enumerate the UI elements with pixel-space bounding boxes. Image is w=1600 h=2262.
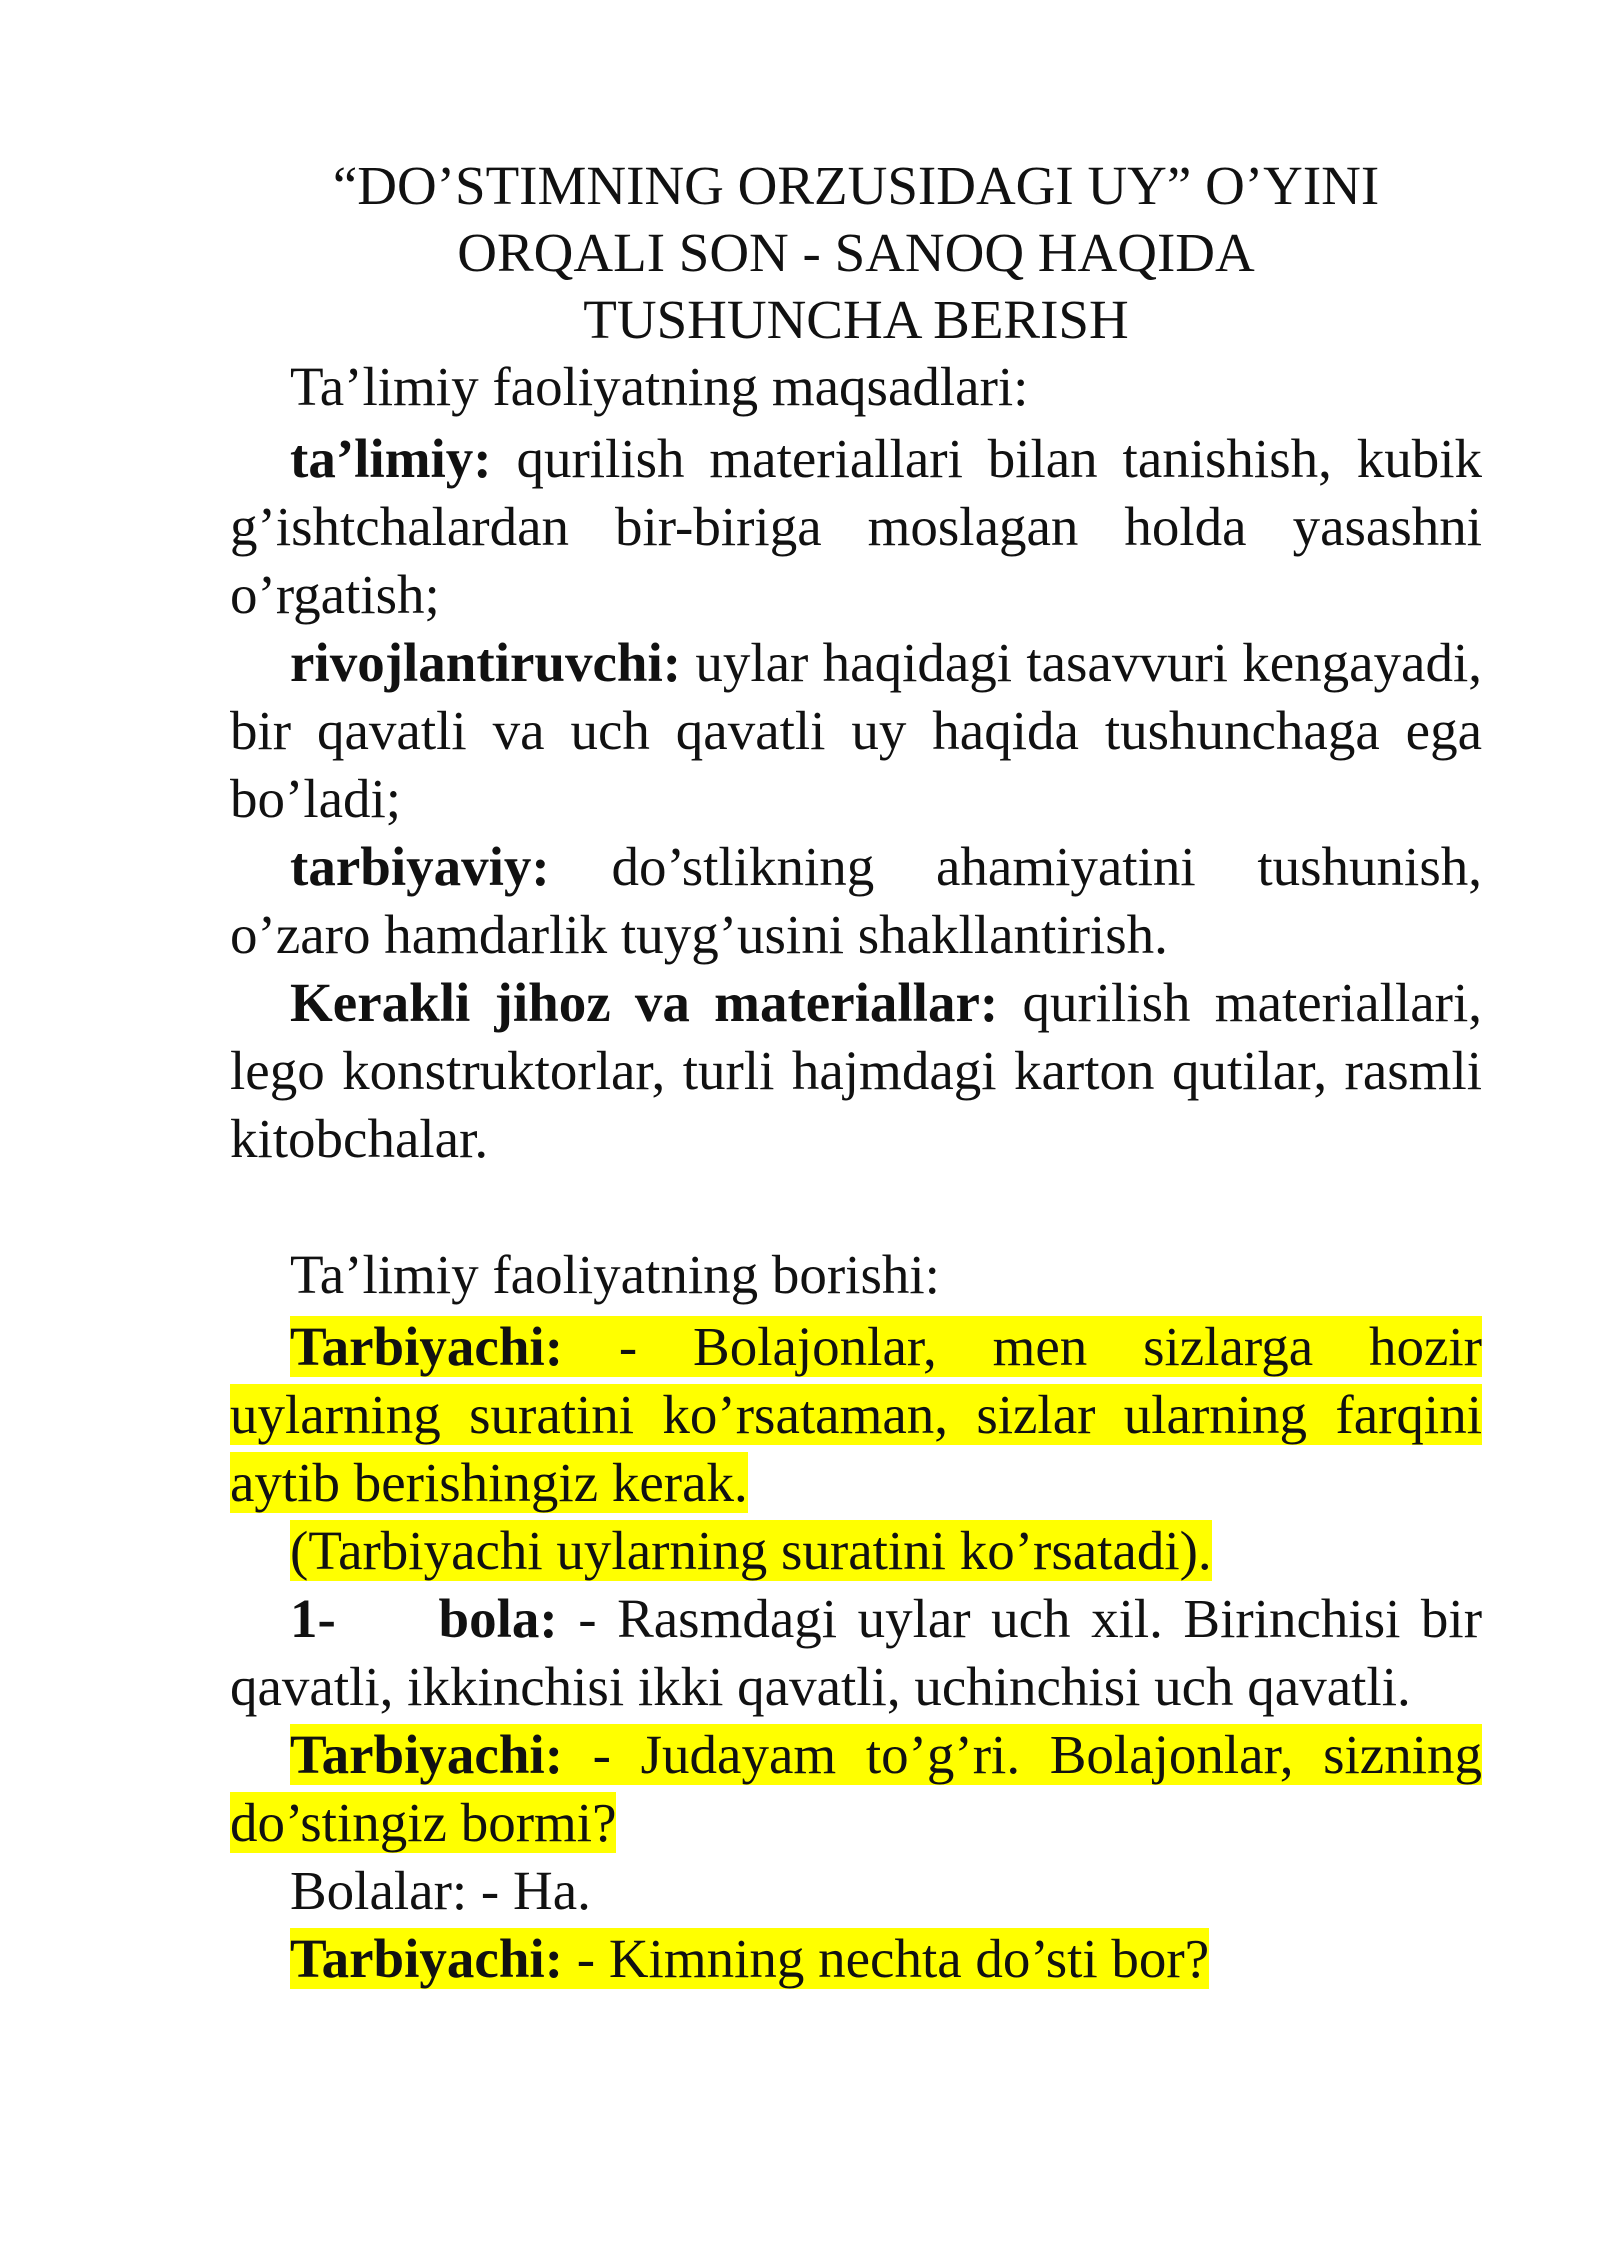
title-line-2: ORQALI SON - SANOQ HAQIDA	[457, 222, 1255, 283]
tarbiyachi-3-text: - Kimning nechta do’sti bor?	[563, 1928, 1210, 1989]
highlight-tarbiyachi-3	[290, 1928, 1209, 1989]
dialogue-note	[230, 1517, 1482, 1585]
blank-line	[230, 1173, 1482, 1241]
tarbiyachi-1-text: - Bolajonlar, men sizlarga hozir uylarning suratini ko’rsataman, sizlar ularning farqini aytib berishingiz kerak.	[230, 1316, 1482, 1513]
tarbiyachi-2-label: Tarbiyachi:	[290, 1724, 564, 1785]
dialogue-tarbiyachi-3	[230, 1925, 1482, 1993]
goal-tarbiy-text: do’stlikning ahamiyatini tushunish, o’zaro hamdarlik tuyg’usini shakllantirish.	[230, 836, 1482, 965]
dialogue-tarbiyachi-1	[230, 1313, 1482, 1517]
goal-talimiy-label: ta’limiy:	[290, 428, 492, 489]
materials-paragraph	[230, 969, 1482, 1173]
highlight-tarbiyachi-2	[230, 1724, 1482, 1853]
goal-rivojlantiruvchi	[230, 629, 1482, 833]
title-line-1: “DO’STIMNING ORZUSIDAGI UY” O’YINI	[332, 155, 1380, 216]
goal-talimiy-text: qurilish materiallari bilan tanishish, kubik g’ishtchalardan bir-biriga moslagan holda yasashni o’rgatish;	[230, 428, 1482, 625]
document-body	[230, 152, 1482, 1993]
dialogue-bola-1	[230, 1585, 1482, 1721]
materials-label: Kerakli jihoz va materiallar:	[290, 972, 999, 1033]
title-line-3: TUSHUNCHA BERISH	[583, 289, 1129, 350]
goal-rivoj-text: uylar haqidagi tasavvuri kengayadi, bir qavatli va uch qavatli uy haqida tushunchaga ega bo’ladi;	[230, 632, 1482, 829]
goal-rivoj-label: rivojlantiruvchi:	[290, 632, 682, 693]
goal-talimiy	[230, 425, 1482, 629]
dialogue-tarbiyachi-2	[230, 1721, 1482, 1857]
materials-text: qurilish materiallari, lego konstruktorlar, turli hajmdagi karton qutilar, rasmli kitobchalar.	[230, 972, 1482, 1169]
bola-1-text: - Rasmdagi uylar uch xil. Birinchisi bir qavatli, ikkinchisi ikki qavatli, uchinchisi uch qavatli.	[230, 1588, 1483, 1717]
process-heading: Ta’limiy faoliyatning borishi:	[290, 1244, 940, 1305]
dialogue-bolalar: Bolalar: - Ha.	[290, 1860, 591, 1921]
goal-tarbiyaviy	[230, 833, 1482, 969]
bola-1-number: 1-	[290, 1588, 336, 1649]
goal-tarbiy-label: tarbiyaviy:	[290, 836, 550, 897]
tarbiyachi-3-label: Tarbiyachi:	[290, 1928, 564, 1989]
highlight-note: (Tarbiyachi uylarning suratini ko’rsatadi).	[290, 1520, 1212, 1581]
document-title	[230, 152, 1482, 353]
highlight-tarbiyachi-1	[230, 1316, 1482, 1513]
bola-1-label: bola:	[438, 1588, 558, 1649]
tarbiyachi-2-text: - Judayam to’g’ri. Bolajonlar, sizning do’stingiz bormi?	[230, 1724, 1482, 1853]
goals-heading: Ta’limiy faoliyatning maqsadlari:	[290, 356, 1029, 417]
tarbiyachi-1-label: Tarbiyachi:	[290, 1316, 564, 1377]
